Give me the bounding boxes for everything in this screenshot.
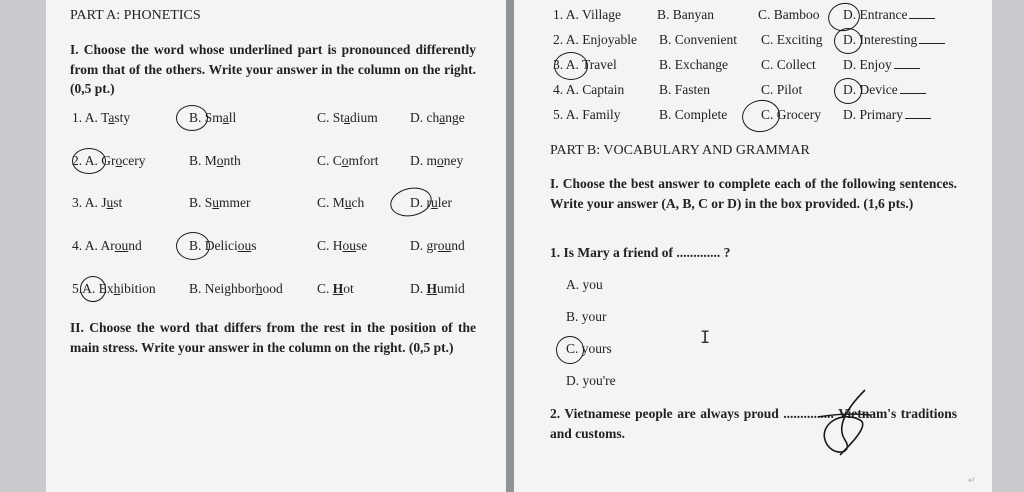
question-number: 1.: [72, 110, 83, 125]
answer-circle-q1-b: [556, 336, 584, 364]
answer-circle-q5: [80, 276, 106, 302]
answer-circle-q4: [176, 232, 210, 260]
part-b-title: PART B: VOCABULARY AND GRAMMAR: [550, 143, 810, 158]
option-c: C. yours: [566, 341, 612, 356]
handwritten-scribble: [810, 385, 880, 460]
section-1-instruction: I. Choose the word whose underlined part is pronounced differently from that of the others. Write your answer in the column on the right. (0,5 pt.): [70, 42, 476, 96]
option-a: A. you: [566, 277, 603, 292]
question-2: 2. Vietnamese people are always proud ............... Vietnam's traditions and customs.: [550, 406, 957, 441]
page-gutter: [506, 0, 514, 492]
part-a-title: PART A: PHONETICS: [70, 8, 201, 23]
question-1: 1. Is Mary a friend of ............. ?: [550, 245, 731, 260]
section-2-instruction: II. Choose the word that differs from the rest in the position of the main stress. Write your answer in the column on the right. (0,5 pt.): [70, 320, 476, 355]
stress-answer-circle-2: [834, 28, 862, 54]
paragraph-mark-icon: ↵: [968, 476, 976, 486]
stress-answer-circle-4: [834, 78, 862, 104]
section-b1-instruction: I. Choose the best answer to complete each of the following sentences. Write your answer (A, B, C or D) in the box provided. (1,6 pts.): [550, 176, 957, 211]
answer-circle-q1: [176, 105, 208, 131]
stress-answer-circle-3: [554, 52, 588, 80]
option-b: B. your: [566, 309, 607, 324]
option-d: D. you're: [566, 373, 616, 388]
answer-circle-q2: [72, 148, 106, 174]
text-cursor-icon: I: [700, 328, 711, 348]
